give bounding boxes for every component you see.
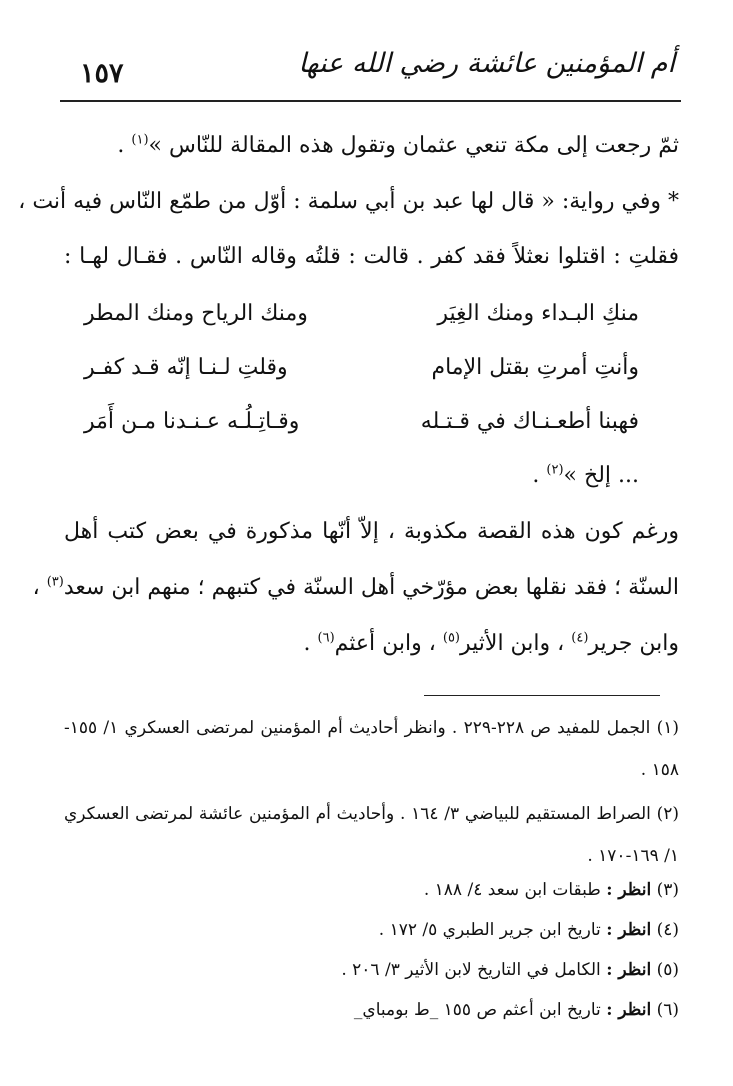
footnote-3-text: طبقات ابن سعد ٤/ ١٨٨ .	[423, 880, 607, 900]
footnote-4-text: تاريخ ابن جرير الطبري ٥/ ١٧٢ .	[378, 920, 607, 940]
footnote-6-text: تاريخ ابن أعثم ص ١٥٥ _ط بومباي_	[353, 1000, 607, 1020]
footnote-ref-6: (٦)	[317, 630, 335, 646]
running-title: أم المؤمنين عائشة رضي الله عنها	[298, 48, 675, 79]
footnote-ref-2: (٢)	[546, 462, 564, 478]
footnote-6-number: (٦)	[656, 1000, 679, 1020]
paragraph-3	[532, 458, 639, 494]
page-header	[60, 44, 681, 102]
footnote-4-number: (٤)	[656, 920, 679, 940]
paragraph-4-line-3	[64, 626, 679, 662]
paragraph-1-tail: .	[117, 133, 132, 158]
footnote-5-label: انظر :	[606, 960, 652, 980]
ibn-atham-text: ، وابن أعثم	[334, 631, 443, 656]
paragraph-4-line-2-tail: ،	[32, 575, 47, 600]
footnote-5-number: (٥)	[656, 960, 679, 980]
verse-2-left: وقلتِ لـنـا إنّه قـد كفـر	[84, 355, 288, 380]
verse-1-left: ومنك الرياح ومنك المطر	[84, 301, 308, 326]
footnote-4-label: انظر :	[606, 920, 652, 940]
paragraph-3-tail: .	[532, 463, 547, 488]
footnote-6	[64, 996, 679, 1024]
footnote-3-number: (٣)	[656, 880, 679, 900]
footnote-ref-1: (١)	[131, 132, 149, 148]
paragraph-4-line-2-text: السنّة ؛ فقد نقلها بعض مؤرّخي أهل السنّة في كتبهم ؛ منهم ابن سعد	[63, 575, 679, 600]
footnote-4	[64, 916, 679, 944]
verse-3-left: وقـاتِـلُـه عـنـدنا مـن أَمَر	[84, 409, 300, 434]
paragraph-1	[64, 128, 679, 164]
footnote-ref-4: (٤)	[571, 630, 589, 646]
footnote-3	[64, 876, 679, 904]
paragraph-4-line-3-tail: .	[303, 631, 318, 656]
footnote-ref-5: (٥)	[442, 630, 460, 646]
paragraph-1-text: ثمّ رجعت إلى مكة تنعي عثمان وتقول هذه المقالة للنّاس »	[148, 133, 679, 158]
footnote-6-label: انظر :	[606, 1000, 652, 1020]
footnote-5-text: الكامل في التاريخ لابن الأثير ٣/ ٢٠٦ .	[341, 960, 607, 980]
verse-1-right: منكِ البـداء ومنك الغِيَر	[437, 301, 639, 326]
paragraph-2-line-2: فقلتِ : اقتلوا نعثلاً فقد كفر . قالت : قلتُه وقاله النّاس . فقـال لهـا :	[64, 244, 679, 269]
verse-3-right: فهبنا أطعـنـاك في قـتـله	[420, 409, 639, 434]
footnote-2-line-1: (٢) الصراط المستقيم للبياضي ٣/ ١٦٤ . وأحاديث أم المؤمنين عائشة لمرتضى العسكري	[64, 804, 680, 824]
footnote-3-label: انظر :	[606, 880, 652, 900]
page-number: ١٥٧	[80, 58, 124, 89]
footnote-ref-3: (٣)	[46, 574, 64, 590]
footnote-2-line-2: ١/ ١٦٩-١٧٠ .	[587, 846, 679, 866]
footnote-1-line-1: (١) الجمل للمفيد ص ٢٢٨-٢٢٩ . وانظر أحاديث أم المؤمنين لمرتضى العسكري ١/ ١٥٥-	[64, 718, 679, 738]
paragraph-4-line-1: ورغم كون هذه القصة مكذوبة ، إلاّ أنّها مذكورة في بعض كتب أهل	[64, 519, 679, 544]
footnote-5	[64, 956, 679, 984]
ibn-athir-text: ، وابن الأثير	[460, 631, 572, 656]
paragraph-3-text: ... إلخ »	[563, 463, 639, 488]
footnote-separator	[424, 695, 660, 696]
paragraph-4-line-2	[32, 570, 679, 606]
verse-2-right: وأنتِ أمرتِ بقتل الإمام	[431, 355, 639, 380]
paragraph-2-line-1: * وفي رواية: « قال لها عبد بن أبي سلمة : أوّل من طمّع النّاس فيه أنت ،	[18, 189, 679, 214]
footnote-1-line-2: ١٥٨ .	[640, 760, 679, 780]
ibn-jarir-text: وابن جرير	[588, 631, 679, 656]
